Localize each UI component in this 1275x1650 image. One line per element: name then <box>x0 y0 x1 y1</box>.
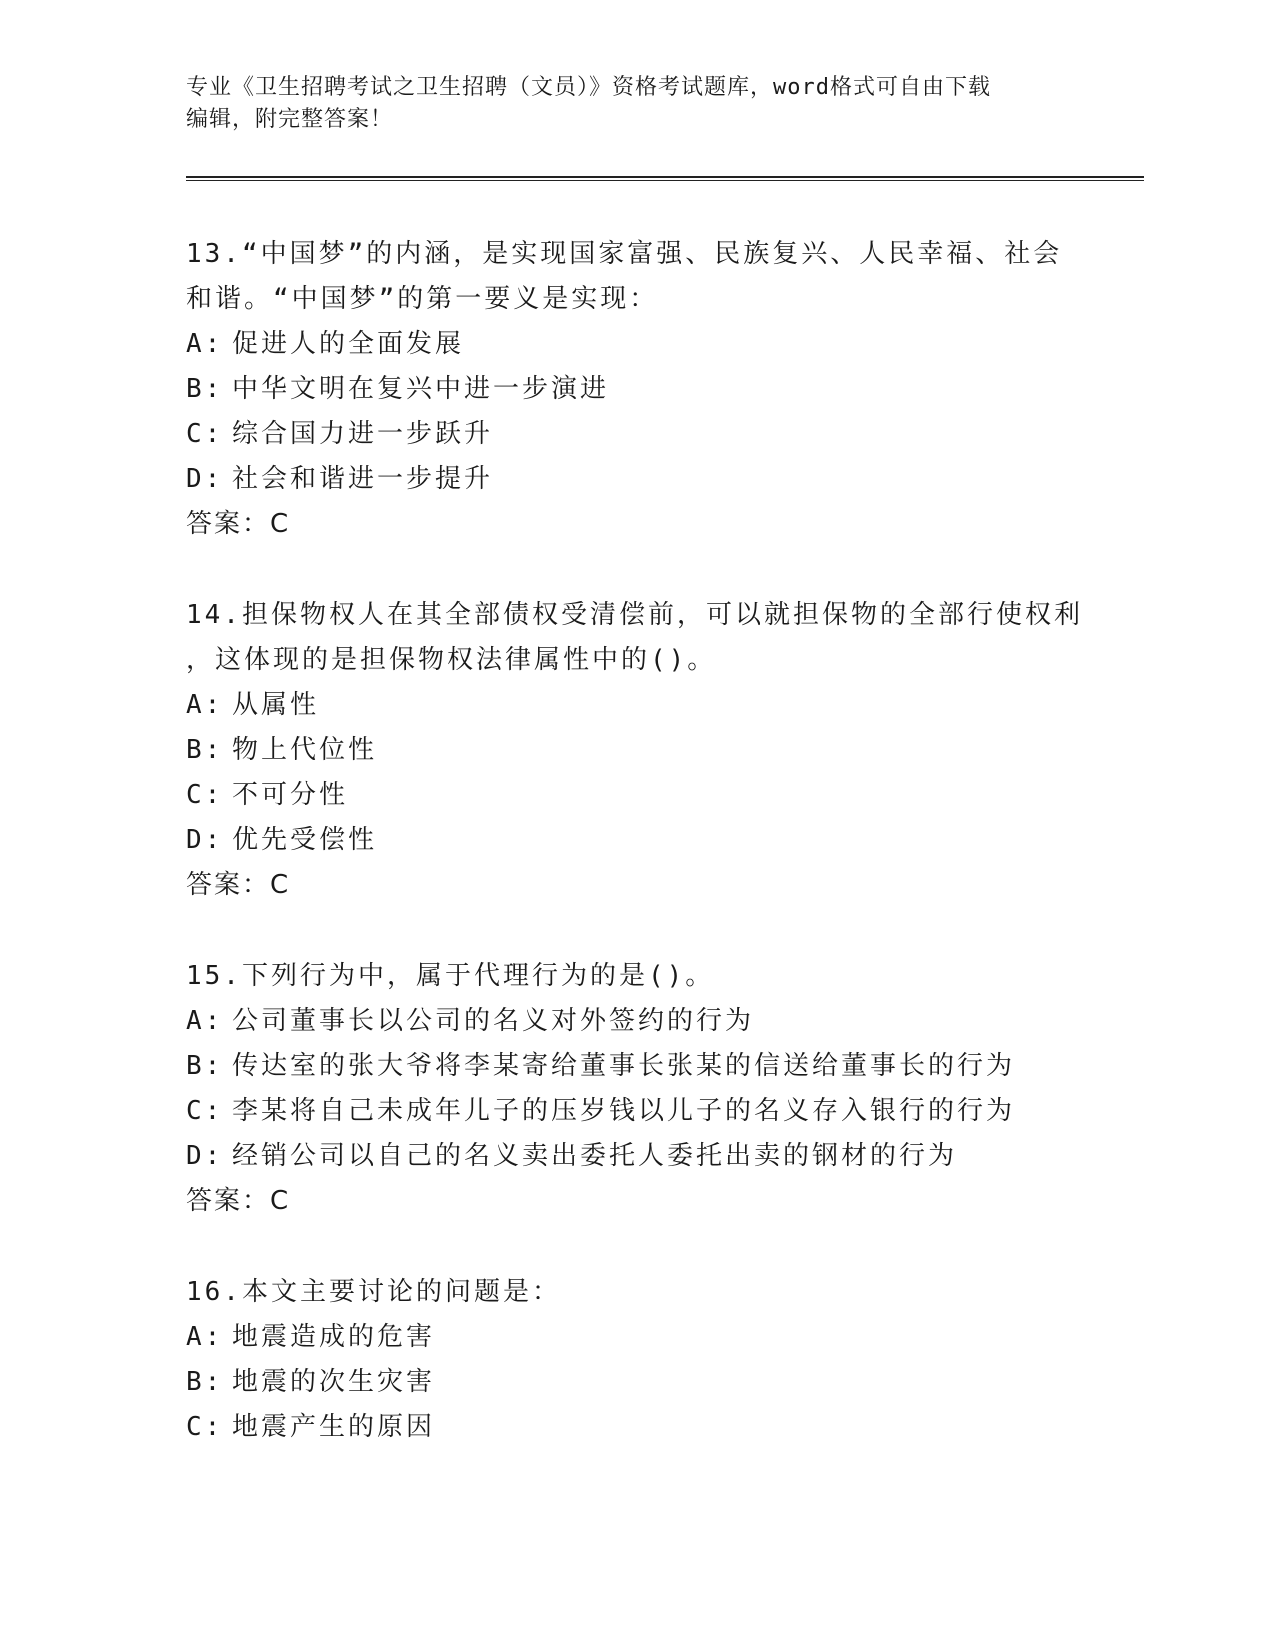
header-divider <box>186 176 1144 181</box>
option-text: 从属性 <box>232 690 320 720</box>
question-stem-line-2: 和谐。“中国梦”的第一要义是实现： <box>186 284 659 314</box>
option-letter: B: <box>186 735 224 765</box>
option-d <box>186 457 1086 502</box>
option-letter: C: <box>186 780 224 810</box>
option-letter: B: <box>186 1367 224 1397</box>
question-stem-line-1: 14.担保物权人在其全部债权受清偿前，可以就担保物的全部行使权利 <box>186 600 1083 630</box>
option-letter: B: <box>186 374 224 404</box>
option-c <box>186 1089 1086 1134</box>
document-header <box>186 72 1086 136</box>
option-text: 社会和谐进一步提升 <box>232 464 494 494</box>
option-text: 中华文明在复兴中进一步演进 <box>232 374 610 404</box>
option-letter: D: <box>186 464 224 494</box>
option-text: 经销公司以自己的名义卖出委托人委托出卖的钢材的行为 <box>232 1141 958 1171</box>
option-text: 优先受偿性 <box>232 825 378 855</box>
option-c <box>186 773 1086 818</box>
option-text: 传达室的张大爷将李某寄给董事长张某的信送给董事长的行为 <box>232 1051 1016 1081</box>
option-text: 物上代位性 <box>232 735 378 765</box>
option-a <box>186 683 1086 728</box>
option-c <box>186 412 1086 457</box>
option-text: 李某将自己未成年儿子的压岁钱以儿子的名义存入银行的行为 <box>232 1096 1016 1126</box>
option-text: 公司董事长以公司的名义对外签约的行为 <box>232 1006 755 1036</box>
option-letter: B: <box>186 1051 224 1081</box>
question-16 <box>186 1270 1086 1450</box>
option-a <box>186 1315 1086 1360</box>
answer-line: 答案：C <box>186 870 291 900</box>
option-letter: D: <box>186 1141 224 1171</box>
option-b <box>186 367 1086 412</box>
option-b <box>186 1360 1086 1405</box>
answer-line: 答案：C <box>186 509 291 539</box>
question-stem-line-1: 16.本文主要讨论的问题是： <box>186 1277 561 1307</box>
question-list <box>186 232 1086 1496</box>
question-stem-line-2: ，这体现的是担保物权法律属性中的()。 <box>186 645 717 675</box>
option-letter: A: <box>186 1006 224 1036</box>
option-text: 综合国力进一步跃升 <box>232 419 494 449</box>
header-line-1: 专业《卫生招聘考试之卫生招聘（文员）》资格考试题库，word格式可自由下载 <box>186 75 991 100</box>
option-letter: C: <box>186 1096 224 1126</box>
option-b <box>186 1044 1086 1089</box>
option-a <box>186 322 1086 367</box>
question-stem-line-1: 15.下列行为中，属于代理行为的是()。 <box>186 961 715 991</box>
option-letter: A: <box>186 329 224 359</box>
option-a <box>186 999 1086 1044</box>
option-letter: C: <box>186 1412 224 1442</box>
question-stem-line-1: 13.“中国梦”的内涵，是实现国家富强、民族复兴、人民幸福、社会 <box>186 239 1063 269</box>
option-d <box>186 1134 1086 1179</box>
option-text: 地震造成的危害 <box>232 1322 436 1352</box>
question-13 <box>186 232 1086 547</box>
option-letter: D: <box>186 825 224 855</box>
option-b <box>186 728 1086 773</box>
question-14 <box>186 593 1086 908</box>
answer-line: 答案：C <box>186 1186 291 1216</box>
header-line-2: 编辑，附完整答案！ <box>186 107 394 132</box>
question-15 <box>186 954 1086 1224</box>
option-text: 地震的次生灾害 <box>232 1367 436 1397</box>
option-letter: C: <box>186 419 224 449</box>
option-text: 促进人的全面发展 <box>232 329 465 359</box>
option-c <box>186 1405 1086 1450</box>
option-text: 地震产生的原因 <box>232 1412 436 1442</box>
option-d <box>186 818 1086 863</box>
option-text: 不可分性 <box>232 780 349 810</box>
option-letter: A: <box>186 1322 224 1352</box>
option-letter: A: <box>186 690 224 720</box>
